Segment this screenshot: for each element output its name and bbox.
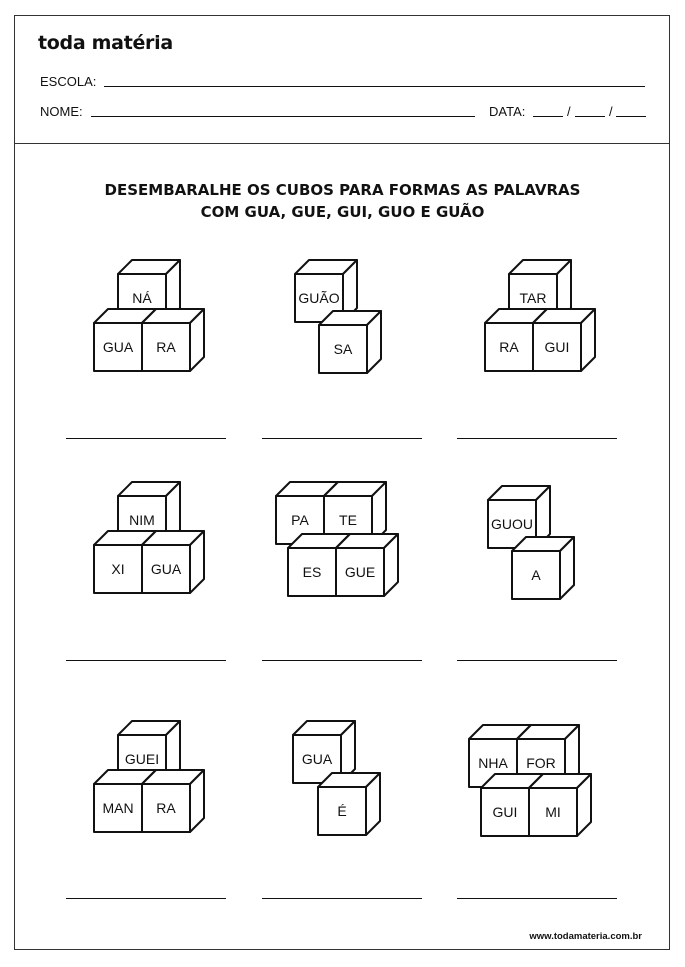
date-separator: / bbox=[609, 104, 613, 119]
cube-syllable-label: GUA bbox=[102, 339, 134, 355]
cube-syllable-label: SA bbox=[333, 341, 353, 357]
cube-syllable-label: ES bbox=[302, 564, 322, 580]
cube-syllable-label: GUEI bbox=[124, 751, 160, 767]
cube-syllable-label: TE bbox=[339, 512, 357, 528]
syllable-cube bbox=[142, 770, 204, 832]
name-label: NOME: bbox=[40, 104, 83, 119]
cube-syllable-label: NÁ bbox=[132, 290, 152, 306]
syllable-cube bbox=[336, 534, 398, 596]
cube-syllable-label: GUI bbox=[544, 339, 570, 355]
syllable-cube bbox=[533, 309, 595, 371]
answer-line-4[interactable] bbox=[66, 660, 226, 661]
school-label: ESCOLA: bbox=[40, 74, 97, 89]
cube-syllable-label: GUE bbox=[344, 564, 376, 580]
brand-logo: toda matéria bbox=[38, 32, 173, 54]
cube-syllable-label: GUA bbox=[301, 751, 333, 767]
answer-line-8[interactable] bbox=[262, 898, 422, 899]
answer-line-5[interactable] bbox=[262, 660, 422, 661]
cube-syllable-label: RA bbox=[499, 339, 519, 355]
date-label: DATA: bbox=[489, 104, 526, 119]
answer-line-2[interactable] bbox=[262, 438, 422, 439]
cube-syllable-label: GUOU bbox=[491, 516, 533, 532]
syllable-cube bbox=[142, 309, 204, 371]
cube-syllable-label: PA bbox=[291, 512, 309, 528]
cube-syllable-label: NHA bbox=[478, 755, 508, 771]
cube-syllable-label: RA bbox=[156, 339, 176, 355]
cube-syllable-label: A bbox=[531, 567, 541, 583]
syllable-cube bbox=[318, 773, 380, 835]
instructions-line-1: DESEMBARALHE OS CUBOS PARA FORMAS AS PALAVRAS bbox=[104, 181, 581, 199]
instructions-line-2: COM GUA, GUE, GUI, GUO E GUÃO bbox=[200, 203, 485, 221]
cube-syllable-label: MI bbox=[545, 804, 561, 820]
cube-syllable-label: TAR bbox=[519, 290, 547, 306]
answer-line-6[interactable] bbox=[457, 660, 617, 661]
cube-syllable-label: GUA bbox=[150, 561, 182, 577]
cube-syllable-label: RA bbox=[156, 800, 176, 816]
cube-syllable-label: É bbox=[337, 803, 347, 819]
syllable-cube bbox=[142, 531, 204, 593]
cube-syllable-label: GUÃO bbox=[298, 290, 340, 306]
cube-syllable-label: MAN bbox=[102, 800, 134, 816]
cube-syllable-label: GUI bbox=[492, 804, 518, 820]
answer-line-9[interactable] bbox=[457, 898, 617, 899]
syllable-cube bbox=[319, 311, 381, 373]
answer-line-1[interactable] bbox=[66, 438, 226, 439]
date-separator: / bbox=[567, 104, 571, 119]
cube-syllable-label: FOR bbox=[526, 755, 556, 771]
footer-url: www.todamateria.com.br bbox=[529, 931, 642, 942]
syllable-cube bbox=[529, 774, 591, 836]
answer-line-3[interactable] bbox=[457, 438, 617, 439]
syllable-cube bbox=[512, 537, 574, 599]
cube-syllable-label: NIM bbox=[129, 512, 155, 528]
cube-syllable-label: XI bbox=[111, 561, 125, 577]
answer-line-7[interactable] bbox=[66, 898, 226, 899]
